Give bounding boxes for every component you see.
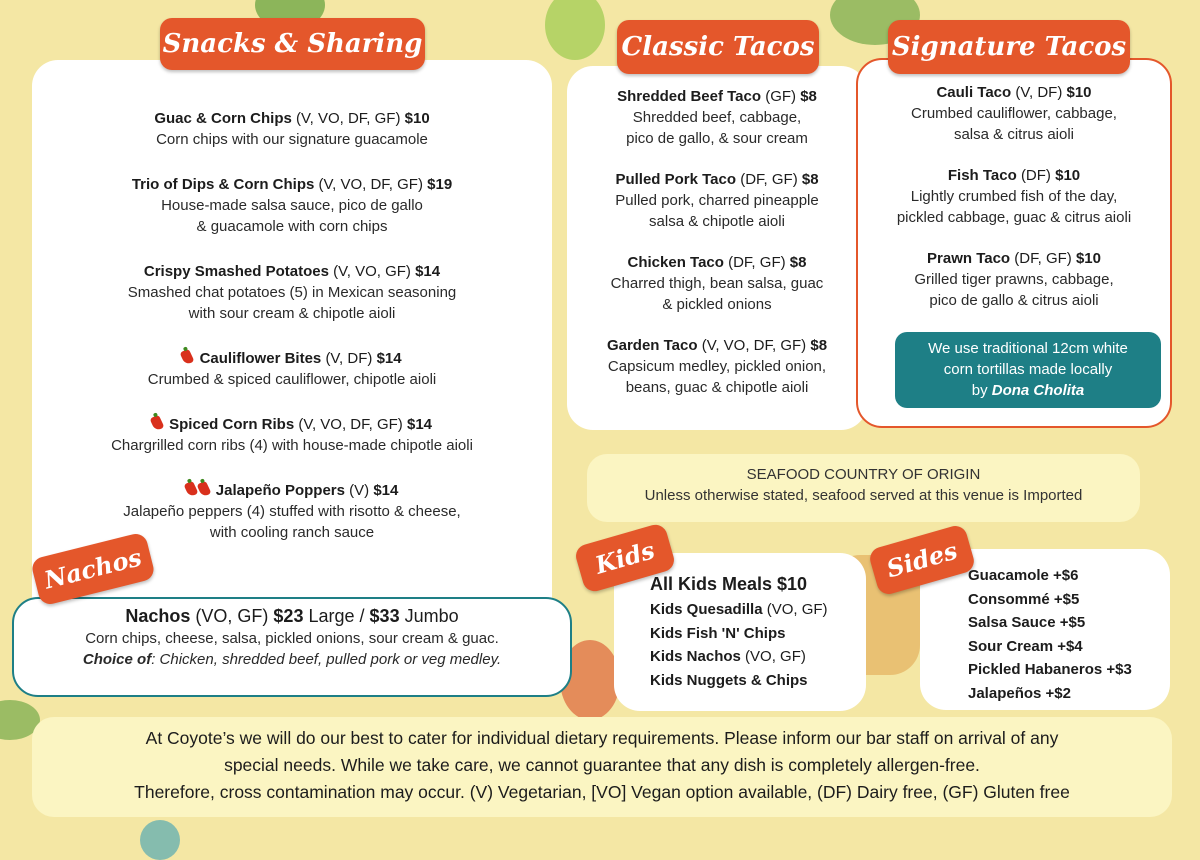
- chili-pepper-icon: [183, 481, 198, 498]
- menu-item-name: Guac & Corn Chips: [154, 110, 292, 127]
- menu-item-title: [567, 252, 867, 273]
- menu-item-tags: (V, VO, DF, GF): [296, 110, 401, 127]
- kids-heading: Kids: [573, 522, 677, 594]
- menu-item-name: Trio of Dips & Corn Chips: [131, 176, 315, 193]
- nachos-tags: (VO, GF): [195, 606, 269, 626]
- footer-line-2: special needs. While we take care, we cannot guarantee that any dish is completely allergen-free.: [224, 755, 980, 775]
- menu-item-price: $8: [801, 171, 819, 188]
- menu-item-desc: Pulled pork, charred pineapple: [615, 192, 819, 209]
- kids-item: [650, 622, 860, 646]
- menu-item-title: [32, 348, 552, 369]
- kids-item-name: Kids Quesadilla: [650, 601, 763, 618]
- menu-item-name: Crispy Smashed Potatoes: [143, 263, 329, 280]
- menu-item-tags: (V, DF): [325, 350, 373, 367]
- menu-item: [567, 252, 867, 315]
- menu-item-tags: (V, VO, GF): [333, 263, 411, 280]
- classic-items: [567, 86, 867, 398]
- snacks-list: [32, 108, 552, 567]
- kids-item-name: Kids Nuggets & Chips: [650, 671, 808, 689]
- menu-item-desc: & guacamole with corn chips: [196, 218, 388, 235]
- menu-item-title: [32, 174, 552, 195]
- menu-item-tags: (V): [349, 482, 370, 499]
- menu-item-name: Prawn Taco: [927, 250, 1011, 267]
- footer-line-1: At Coyote’s we will do our best to cater for individual dietary requirements. Please inform our bar staff on arrival of any: [145, 728, 1059, 748]
- chili-pepper-icon: [149, 415, 164, 432]
- signature-tacos-heading: Signature Tacos: [888, 20, 1130, 74]
- menu-item-title: [567, 86, 867, 107]
- menu-item-desc: Grilled tiger prawns, cabbage,: [914, 271, 1114, 288]
- kids-item: [650, 669, 860, 693]
- sides-heading: Sides: [867, 523, 976, 597]
- menu-item-price: $10: [1066, 84, 1092, 101]
- menu-item-desc: Jalapeño peppers (4) stuffed with risotto & cheese,: [123, 503, 461, 520]
- menu-item-price: $14: [415, 263, 441, 280]
- kids-content: [650, 572, 860, 692]
- menu-item-title: [32, 108, 552, 129]
- menu-item-price: $14: [406, 416, 433, 433]
- menu-item: [32, 261, 552, 324]
- nachos-choice-label: Choice of: [82, 651, 152, 668]
- menu-item: [567, 169, 867, 232]
- menu-item-desc: Chargrilled corn ribs (4) with house-made chipotle aioli: [111, 437, 473, 454]
- menu-item-tags: (DF): [1020, 167, 1051, 184]
- menu-item-name: Chicken Taco: [627, 254, 724, 271]
- menu-item-tags: (DF, GF): [1014, 250, 1072, 267]
- menu-item-price: $14: [376, 350, 402, 367]
- menu-item-desc: Smashed chat potatoes (5) in Mexican seasoning: [127, 284, 457, 301]
- menu-item-desc: pico de gallo & citrus aioli: [929, 292, 1099, 309]
- menu-item-tags: (GF): [765, 88, 797, 105]
- menu-item-title: [856, 165, 1172, 186]
- kids-item: [650, 645, 860, 669]
- menu-item-tags: (DF, GF): [740, 171, 798, 188]
- menu-item-desc: with sour cream & chipotle aioli: [188, 305, 396, 322]
- menu-item-tags: (V, VO, DF, GF): [298, 416, 403, 433]
- nachos-choice-text: : Chicken, shredded beef, pulled pork or veg medley.: [151, 651, 502, 668]
- nachos-choice: [12, 649, 572, 670]
- tortilla-note-line3: [895, 380, 1161, 401]
- menu-item-price: $10: [404, 110, 430, 127]
- menu-item-tags: (DF, GF): [728, 254, 786, 271]
- nachos-content: [12, 604, 572, 670]
- kids-items: [650, 598, 860, 692]
- menu-item-name: Jalapeño Poppers: [215, 482, 345, 499]
- kids-item-tags: (VO, GF): [745, 648, 806, 665]
- menu-item-title: [32, 480, 552, 501]
- menu-item-desc: with cooling ranch sauce: [209, 524, 375, 541]
- menu-item-title: [856, 82, 1172, 103]
- menu-item: [32, 174, 552, 237]
- menu-item-name: Pulled Pork Taco: [615, 171, 737, 188]
- dietary-footer: [32, 717, 1172, 817]
- menu-item-desc: & pickled onions: [662, 296, 772, 313]
- background-decoration: [545, 0, 605, 60]
- kids-item-name: Kids Nachos: [650, 648, 741, 665]
- tortilla-maker: Dona Cholita: [991, 382, 1085, 399]
- menu-item-price: $19: [427, 176, 453, 193]
- menu-item-desc: Crumbed cauliflower, cabbage,: [911, 105, 1117, 122]
- tortilla-note-line2: corn tortillas made locally: [943, 361, 1113, 378]
- footer-line-3: Therefore, cross contamination may occur. (V) Vegetarian, [VO] Vegan option available, (DF) Dairy free, (GF) Gluten free: [134, 782, 1070, 802]
- menu-item-price: $10: [1075, 250, 1101, 267]
- menu-item-title: [856, 248, 1172, 269]
- menu-item-name: Garden Taco: [606, 337, 698, 354]
- side-item: Consommé +$5: [968, 590, 1080, 608]
- menu-item-title: [567, 335, 867, 356]
- snacks-items: [32, 108, 552, 543]
- side-item: Sour Cream +$4: [968, 637, 1083, 655]
- nachos-jumbo: Jumbo: [404, 606, 459, 626]
- menu-item-desc: House-made salsa sauce, pico de gallo: [161, 197, 423, 214]
- tortilla-note-by: by: [971, 382, 988, 399]
- nachos-title: [12, 604, 572, 628]
- snacks-heading: Snacks & Sharing: [160, 18, 425, 70]
- seafood-origin-box: [587, 454, 1140, 522]
- seafood-title: SEAFOOD COUNTRY OF ORIGIN: [746, 466, 981, 483]
- tortilla-note-line1: We use traditional 12cm white: [928, 340, 1128, 357]
- classic-tacos-list: [567, 86, 867, 418]
- kids-item-name: Kids Fish 'N' Chips: [650, 624, 786, 642]
- menu-item: [32, 108, 552, 150]
- menu-item-desc: Corn chips with our signature guacamole: [156, 131, 428, 148]
- menu-item-tags: (V, DF): [1015, 84, 1063, 101]
- menu-item-price: $10: [1055, 167, 1081, 184]
- menu-item-name: Spiced Corn Ribs: [169, 416, 295, 433]
- menu-item-price: $8: [789, 254, 807, 271]
- side-item: Salsa Sauce +$5: [968, 614, 1086, 631]
- seafood-text: Unless otherwise stated, seafood served at this venue is Imported: [644, 487, 1083, 504]
- menu-item-desc: Shredded beef, cabbage,: [632, 109, 802, 126]
- nachos-heading: Nachos: [30, 531, 156, 606]
- menu-item-desc: pico de gallo, & sour cream: [626, 130, 808, 147]
- menu-item-desc: salsa & chipotle aioli: [649, 213, 785, 230]
- kids-item-tags: (VO, GF): [766, 601, 828, 618]
- menu-item: [567, 86, 867, 149]
- nachos-large: Large /: [308, 606, 365, 626]
- menu-item-desc: Lightly crumbed fish of the day,: [910, 188, 1118, 205]
- menu-item-title: [567, 169, 867, 190]
- menu-item-name: Cauliflower Bites: [199, 350, 322, 367]
- menu-item-desc: salsa & citrus aioli: [953, 126, 1075, 143]
- kids-title: All Kids Meals $10: [650, 574, 808, 594]
- nachos-price-large: $23: [273, 606, 304, 626]
- menu-item-title: [32, 414, 552, 435]
- classic-tacos-heading: Classic Tacos: [617, 20, 819, 74]
- menu-item: [32, 480, 552, 543]
- signature-items: [856, 82, 1172, 311]
- sides-items: [968, 564, 1168, 705]
- tortilla-note: [895, 332, 1161, 408]
- kids-item: [650, 598, 860, 622]
- menu-item: [856, 165, 1172, 228]
- menu-item: [856, 82, 1172, 145]
- chili-pepper-icon: [180, 349, 195, 366]
- nachos-price-jumbo: $33: [369, 606, 400, 626]
- menu-item: [856, 248, 1172, 311]
- side-item: Jalapeños +$2: [968, 684, 1071, 702]
- side-item: Pickled Habaneros +$3: [968, 661, 1132, 678]
- menu-item: [567, 335, 867, 398]
- menu-item: [32, 348, 552, 390]
- menu-item-title: [32, 261, 552, 282]
- nachos-desc: Corn chips, cheese, salsa, pickled onions, sour cream & guac.: [85, 630, 499, 647]
- signature-tacos-list: [856, 82, 1172, 331]
- menu-item-name: Shredded Beef Taco: [617, 88, 762, 105]
- chili-pepper-icon: [196, 481, 211, 498]
- menu-item-desc: pickled cabbage, guac & citrus aioli: [896, 209, 1132, 226]
- menu-item-desc: beans, guac & chipotle aioli: [625, 379, 809, 396]
- menu-item-desc: Crumbed & spiced cauliflower, chipotle aioli: [147, 371, 437, 388]
- menu-item-price: $8: [810, 337, 828, 354]
- background-decoration: [140, 820, 180, 860]
- menu-item: [32, 414, 552, 456]
- side-item: Guacamole +$6: [968, 567, 1079, 584]
- menu-item-tags: (V, VO, DF, GF): [318, 176, 423, 193]
- menu-item-desc: Capsicum medley, pickled onion,: [607, 358, 827, 375]
- menu-item-name: Fish Taco: [947, 167, 1017, 184]
- menu-item-desc: Charred thigh, bean salsa, guac: [610, 275, 824, 292]
- menu-item-price: $14: [373, 482, 399, 499]
- menu-item-tags: (V, VO, DF, GF): [701, 337, 807, 354]
- menu-item-name: Cauli Taco: [936, 84, 1012, 101]
- nachos-name: Nachos: [125, 606, 191, 626]
- menu-item-price: $8: [800, 88, 817, 105]
